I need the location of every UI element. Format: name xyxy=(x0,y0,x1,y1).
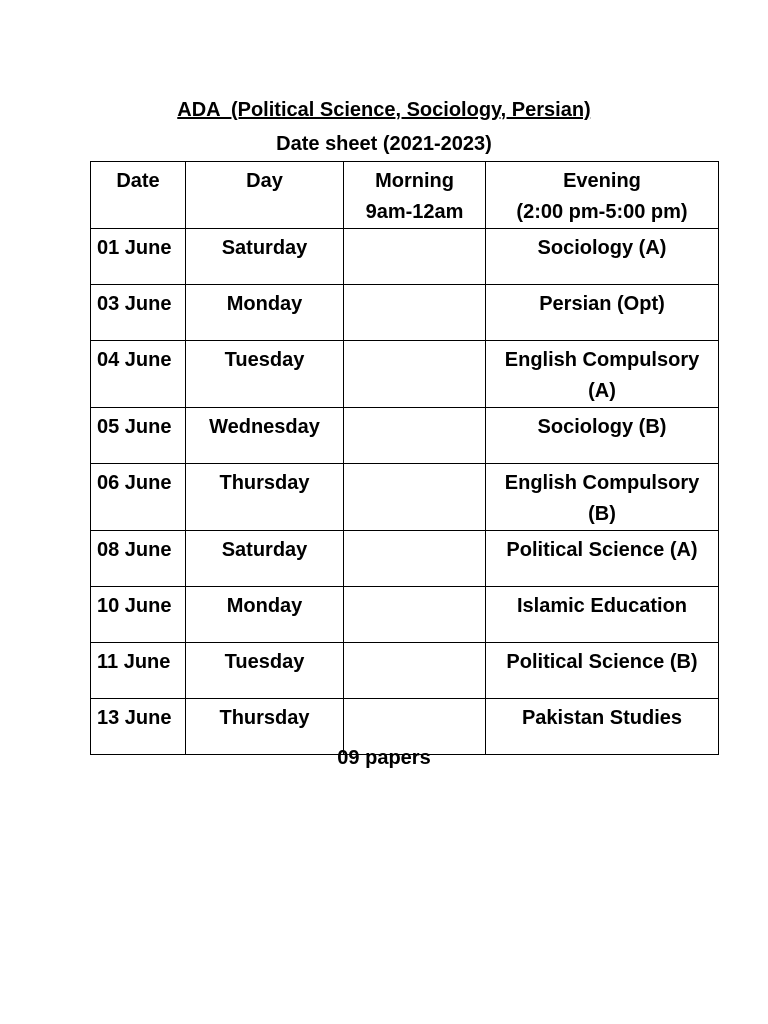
cell-day: Saturday xyxy=(186,531,344,587)
table-row xyxy=(91,643,719,699)
date-sheet-table xyxy=(90,161,719,755)
cell-day: Wednesday xyxy=(186,408,344,464)
cell-day: Tuesday xyxy=(186,643,344,699)
cell-evening: Political Science (B) xyxy=(486,643,719,699)
header-date: Date xyxy=(91,162,186,229)
table-row xyxy=(91,341,719,408)
cell-date: 06 June xyxy=(91,464,186,531)
cell-morning xyxy=(344,587,486,643)
cell-morning xyxy=(344,285,486,341)
cell-date: 10 June xyxy=(91,587,186,643)
cell-date: 11 June xyxy=(91,643,186,699)
cell-evening: Political Science (A) xyxy=(486,531,719,587)
header-row xyxy=(91,162,719,229)
cell-day: Monday xyxy=(186,587,344,643)
cell-morning xyxy=(344,531,486,587)
table-row xyxy=(91,587,719,643)
table-row xyxy=(91,408,719,464)
cell-day: Monday xyxy=(186,285,344,341)
cell-date: 04 June xyxy=(91,341,186,408)
cell-evening: Sociology (B) xyxy=(486,408,719,464)
header-day: Day xyxy=(186,162,344,229)
cell-day: Saturday xyxy=(186,229,344,285)
cell-evening: Persian (Opt) xyxy=(486,285,719,341)
cell-morning xyxy=(344,341,486,408)
table-row xyxy=(91,229,719,285)
document-title-text: ADA (Political Science, Sociology, Persian) xyxy=(177,99,591,121)
document-subtitle: Date sheet (2021-2023) xyxy=(276,133,492,155)
cell-date: 05 June xyxy=(91,408,186,464)
header-evening: Evening (2:00 pm-5:00 pm) xyxy=(486,162,719,229)
cell-morning xyxy=(344,229,486,285)
cell-evening: English Compulsory (B) xyxy=(486,464,719,531)
cell-morning xyxy=(344,464,486,531)
header-morning: Morning 9am-12am xyxy=(344,162,486,229)
cell-evening: Islamic Education xyxy=(486,587,719,643)
table-row xyxy=(91,285,719,341)
paper-count: 09 papers xyxy=(337,747,431,769)
cell-date: 03 June xyxy=(91,285,186,341)
cell-evening: Pakistan Studies xyxy=(486,699,719,755)
cell-date: 13 June xyxy=(91,699,186,755)
cell-date: 08 June xyxy=(91,531,186,587)
cell-morning xyxy=(344,408,486,464)
cell-day: Thursday xyxy=(186,464,344,531)
cell-day: Thursday xyxy=(186,699,344,755)
document-title xyxy=(0,96,768,124)
table-row xyxy=(91,531,719,587)
cell-day: Tuesday xyxy=(186,341,344,408)
cell-date: 01 June xyxy=(91,229,186,285)
table-row xyxy=(91,464,719,531)
cell-evening: English Compulsory (A) xyxy=(486,341,719,408)
cell-evening: Sociology (A) xyxy=(486,229,719,285)
cell-morning xyxy=(344,643,486,699)
